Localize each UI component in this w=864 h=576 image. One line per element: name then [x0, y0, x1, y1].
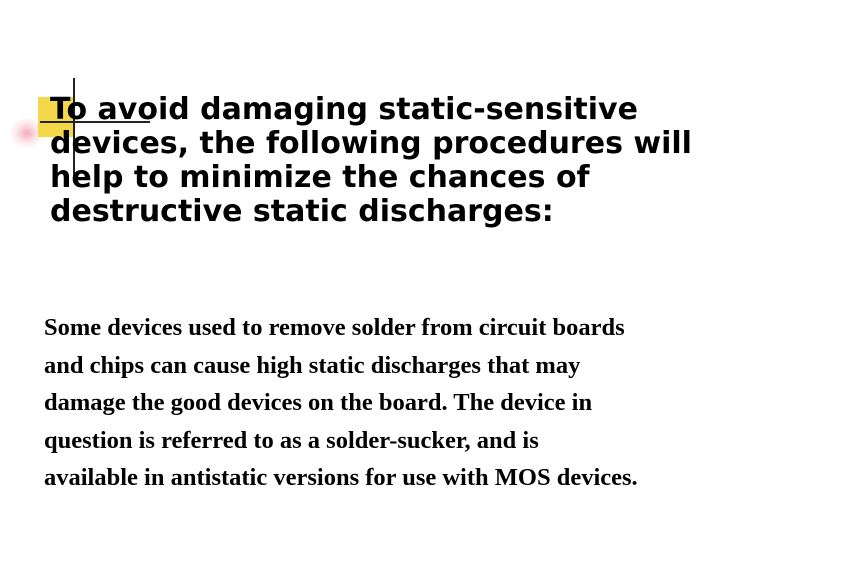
body-line-2: and chips can cause high static discharges that may — [44, 351, 581, 379]
heading-line-4: destructive static discharges: — [50, 194, 554, 229]
heading-line-1: To avoid damaging static-sensitive — [50, 92, 638, 127]
heading-line-3: help to minimize the chances of — [50, 160, 590, 195]
slide-body-text — [44, 309, 844, 497]
body-line-1: Some devices used to remove solder from circuit boards — [44, 314, 625, 341]
body-line-3: damage the good devices on the board. The device in — [44, 389, 593, 416]
body-line-4: question is referred to as a solder-sucker, and is — [44, 426, 539, 454]
body-line-5: available in antistatic versions for use with MOS devices. — [44, 464, 638, 491]
heading-line-2: devices, the following procedures will — [50, 126, 692, 161]
slide-heading — [50, 93, 840, 229]
